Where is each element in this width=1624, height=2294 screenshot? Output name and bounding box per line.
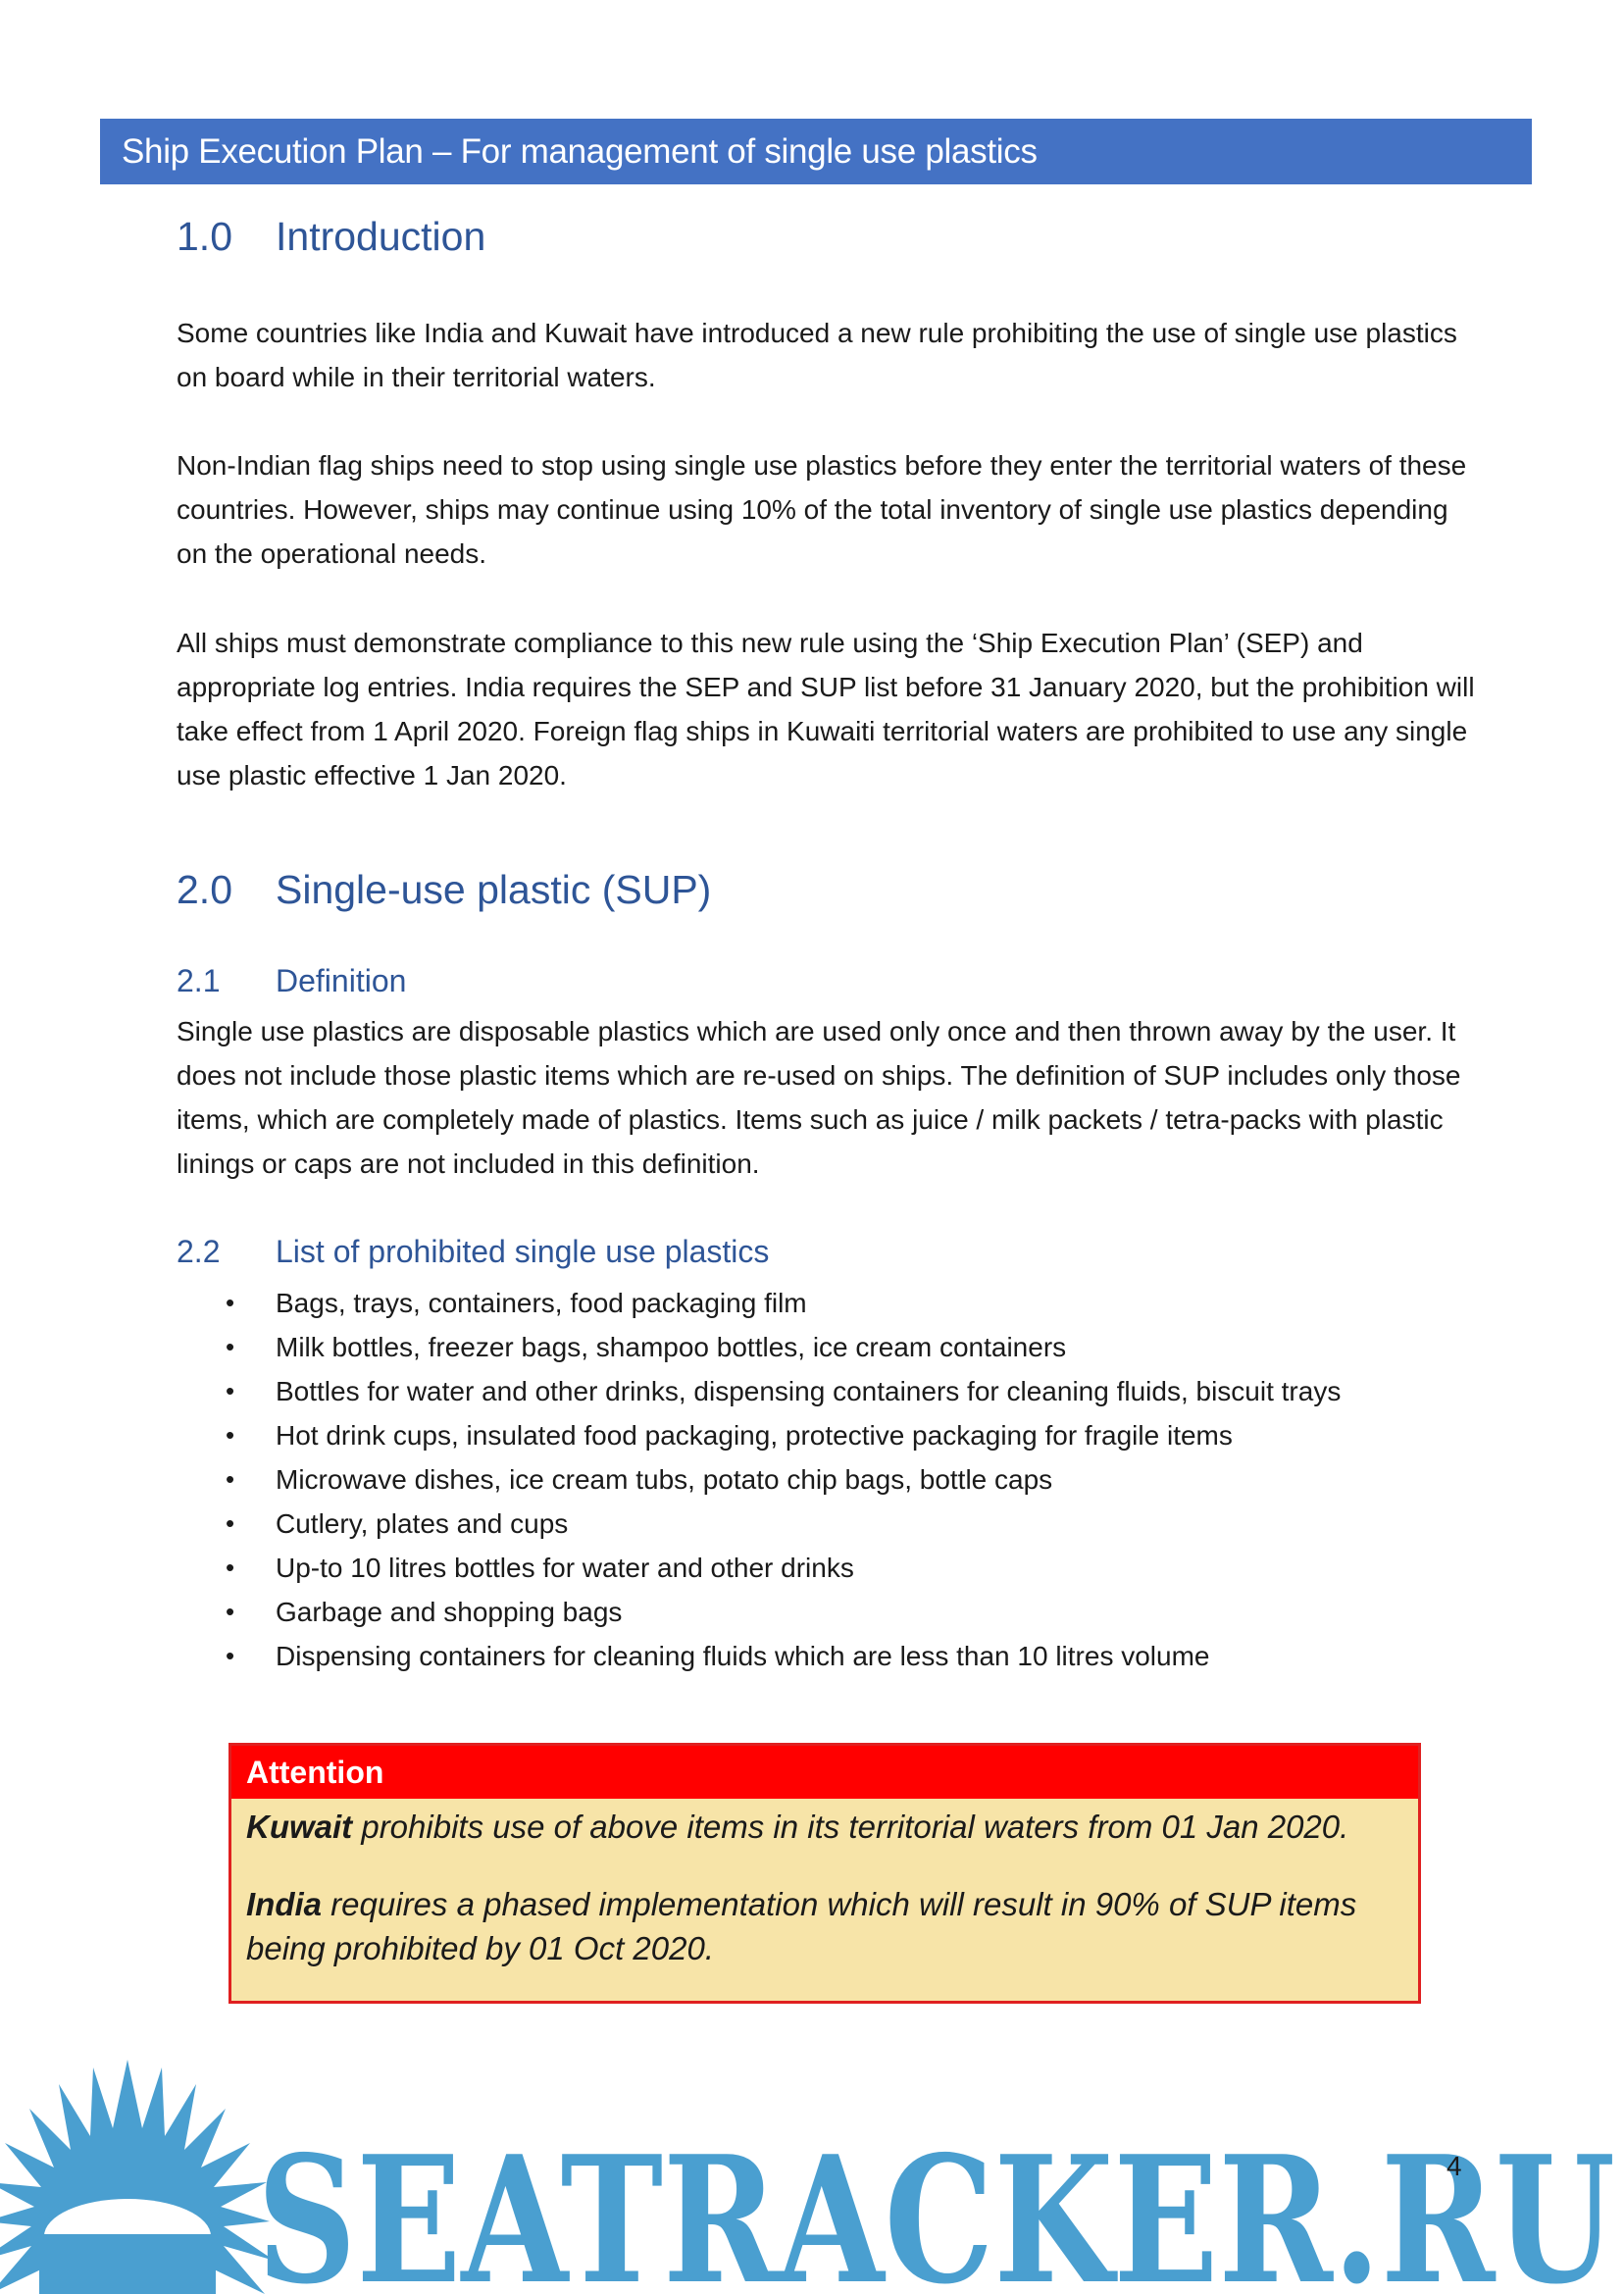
bullet-icon: •: [226, 1597, 235, 1626]
subsection-title: Definition: [276, 963, 407, 998]
list-item: [177, 1634, 1481, 1678]
list-item-text: Microwave dishes, ice cream tubs, potato chip bags, bottle caps: [276, 1464, 1053, 1495]
intro-paragraph-3: All ships must demonstrate compliance to this new rule using the ‘Ship Execution Plan’ (SEP) and appropriate log entries. India requires the SEP and SUP list before 31 January 2020, but the prohibition will take effect from 1 April 2020. Foreign flag ships in Kuwaiti territorial waters are prohibited to use any single use plastic effective 1 Jan 2020.: [177, 628, 1475, 790]
bullet-icon: •: [226, 1553, 235, 1582]
attention-note-kuwait: [246, 1805, 1403, 1849]
attention-note-text: requires a phased implementation which will result in 90% of SUP items being prohibited by 01 Oct 2020.: [246, 1886, 1357, 1966]
bullet-icon: •: [226, 1332, 235, 1361]
list-item-text: Bottles for water and other drinks, dispensing containers for cleaning fluids, biscuit trays: [276, 1376, 1342, 1406]
intro-paragraph-2: Non-Indian flag ships need to stop using single use plastics before they enter the territorial waters of these countries. However, ships may continue using 10% of the total inventory of single use plastics depending on the operational needs.: [177, 450, 1467, 569]
page-number: 4: [1446, 2151, 1462, 2181]
attention-note-india: [246, 1882, 1403, 1970]
bullet-icon: •: [226, 1420, 235, 1450]
list-item: [177, 1590, 1481, 1634]
subsection-number: 2.2: [177, 1234, 221, 1269]
sun-logo-icon: [0, 2060, 275, 2294]
attention-body: [231, 1799, 1418, 1970]
subsection-heading-prohibited-list: [177, 1234, 769, 1270]
document-header-title: Ship Execution Plan – For management of single use plastics: [122, 132, 1038, 171]
seatracker-watermark: [0, 2060, 1624, 2294]
section-title: Single-use plastic (SUP): [276, 867, 712, 912]
list-item: [177, 1325, 1481, 1369]
section-number: 2.0: [177, 867, 232, 912]
intro-paragraph-1: Some countries like India and Kuwait have introduced a new rule prohibiting the use of single use plastics on board while in their territorial waters.: [177, 318, 1457, 392]
watermark-text: SEATRACKER.RU: [257, 2117, 1615, 2294]
attention-note-text: prohibits use of above items in its territorial waters from 01 Jan 2020.: [352, 1809, 1349, 1845]
bullet-icon: •: [226, 1641, 235, 1670]
list-item-text: Up-to 10 litres bottles for water and other drinks: [276, 1553, 854, 1583]
list-item: [177, 1369, 1481, 1413]
document-header-bar: [100, 119, 1532, 184]
attention-country: Kuwait: [246, 1809, 353, 1845]
list-item: [177, 1546, 1481, 1590]
bullet-icon: •: [226, 1376, 235, 1405]
attention-country: India: [246, 1886, 323, 1922]
definition-paragraph: Single use plastics are disposable plastics which are used only once and then thrown away by the user. It does not include those plastic items which are re-used on ships. The definition of SUP includes only those items, which are completely made of plastics. Items such as juice / milk packets / tetra-packs with plastic linings or caps are not included in this definition.: [177, 1016, 1461, 1179]
subsection-title: List of prohibited single use plastics: [276, 1234, 770, 1269]
bullet-icon: •: [226, 1288, 235, 1317]
list-item-text: Hot drink cups, insulated food packaging, protective packaging for fragile items: [276, 1420, 1233, 1451]
subsection-number: 2.1: [177, 963, 221, 998]
list-item: [177, 1502, 1481, 1546]
list-item-text: Cutlery, plates and cups: [276, 1508, 569, 1539]
list-item: [177, 1457, 1481, 1502]
list-item: [177, 1413, 1481, 1457]
list-item-text: Garbage and shopping bags: [276, 1597, 623, 1627]
list-item-text: Bags, trays, containers, food packaging film: [276, 1288, 807, 1318]
list-item-text: Milk bottles, freezer bags, shampoo bottles, ice cream containers: [276, 1332, 1067, 1362]
list-item: [177, 1281, 1481, 1325]
section-title: Introduction: [276, 214, 486, 259]
bullet-icon: •: [226, 1464, 235, 1494]
subsection-heading-definition: [177, 963, 406, 999]
bullet-icon: •: [226, 1508, 235, 1538]
attention-callout: [228, 1743, 1421, 2004]
list-item-text: Dispensing containers for cleaning fluids which are less than 10 litres volume: [276, 1641, 1210, 1671]
prohibited-items-list: [177, 1281, 1481, 1678]
section-number: 1.0: [177, 214, 232, 259]
section-heading-sup: [177, 867, 711, 913]
section-heading-introduction: [177, 214, 485, 260]
attention-heading: Attention: [231, 1746, 1418, 1799]
